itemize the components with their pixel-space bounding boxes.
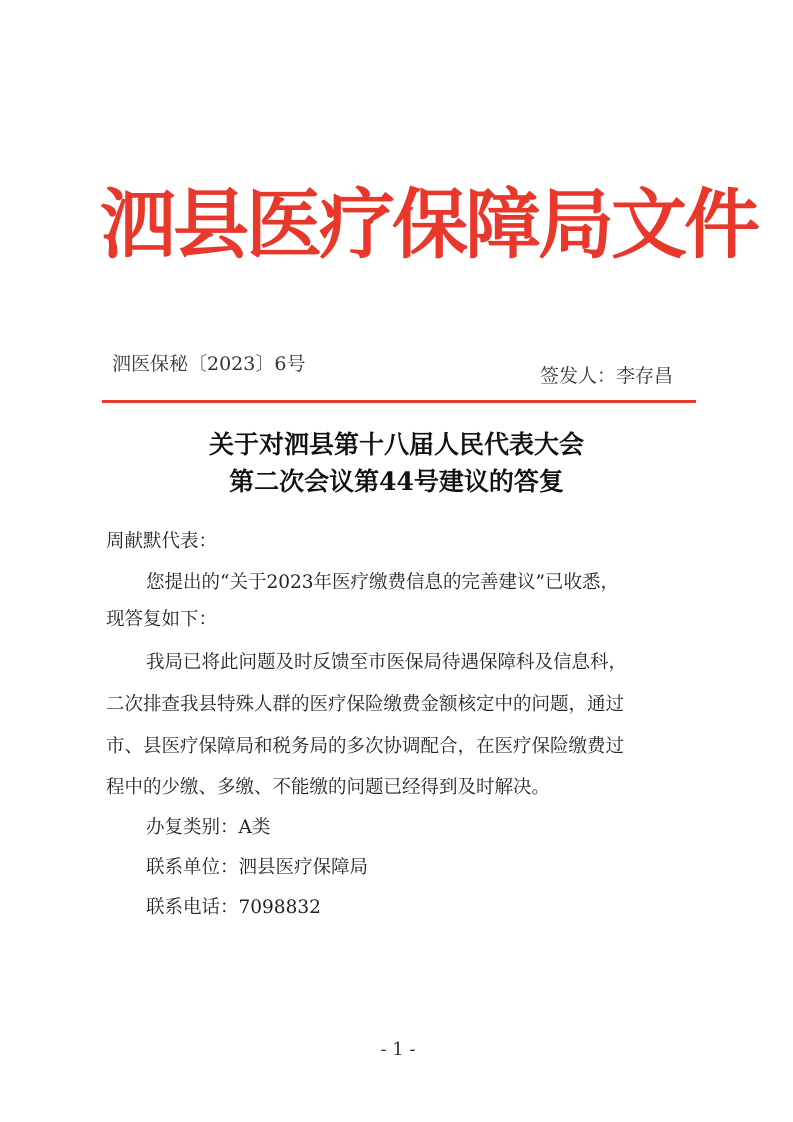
- document-masthead: 泗县医疗保障局文件: [100, 180, 757, 269]
- contact-phone: 联系电话：7098832: [146, 897, 321, 918]
- paragraph-2-line-3: 市、县医疗保障局和税务局的多次协调配合，在医疗保险缴费过: [106, 736, 625, 757]
- document-number: 泗医保秘〔2023〕6号: [112, 353, 306, 375]
- reply-category: 办复类别：A类: [146, 817, 271, 838]
- salutation: 周献默代表：: [106, 531, 218, 552]
- contact-unit: 联系单位：泗县医疗保障局: [146, 857, 369, 878]
- red-divider-line: [102, 400, 696, 403]
- paragraph-2-line-2: 二次排查我县特殊人群的医疗保险缴费金额核定中的问题，通过: [106, 694, 625, 715]
- paragraph-1-line-1: 您提出的“关于2023年医疗缴费信息的完善建议”已收悉，: [146, 572, 619, 593]
- paragraph-2-line-1: 我局已将此问题及时反馈至市医保局待遇保障科及信息科，: [146, 652, 628, 673]
- signer: 签发人：李存昌: [540, 365, 674, 387]
- document-title-line-1: 关于对泗县第十八届人民代表大会: [208, 430, 584, 459]
- paragraph-1-line-2: 现答复如下：: [106, 609, 218, 630]
- paragraph-2-line-4: 程中的少缴、多缴、不能缴的问题已经得到及时解决。: [106, 777, 551, 798]
- page-number: - 1 -: [380, 1039, 416, 1060]
- document-title-line-2: 第二次会议第44号建议的答复: [229, 467, 564, 496]
